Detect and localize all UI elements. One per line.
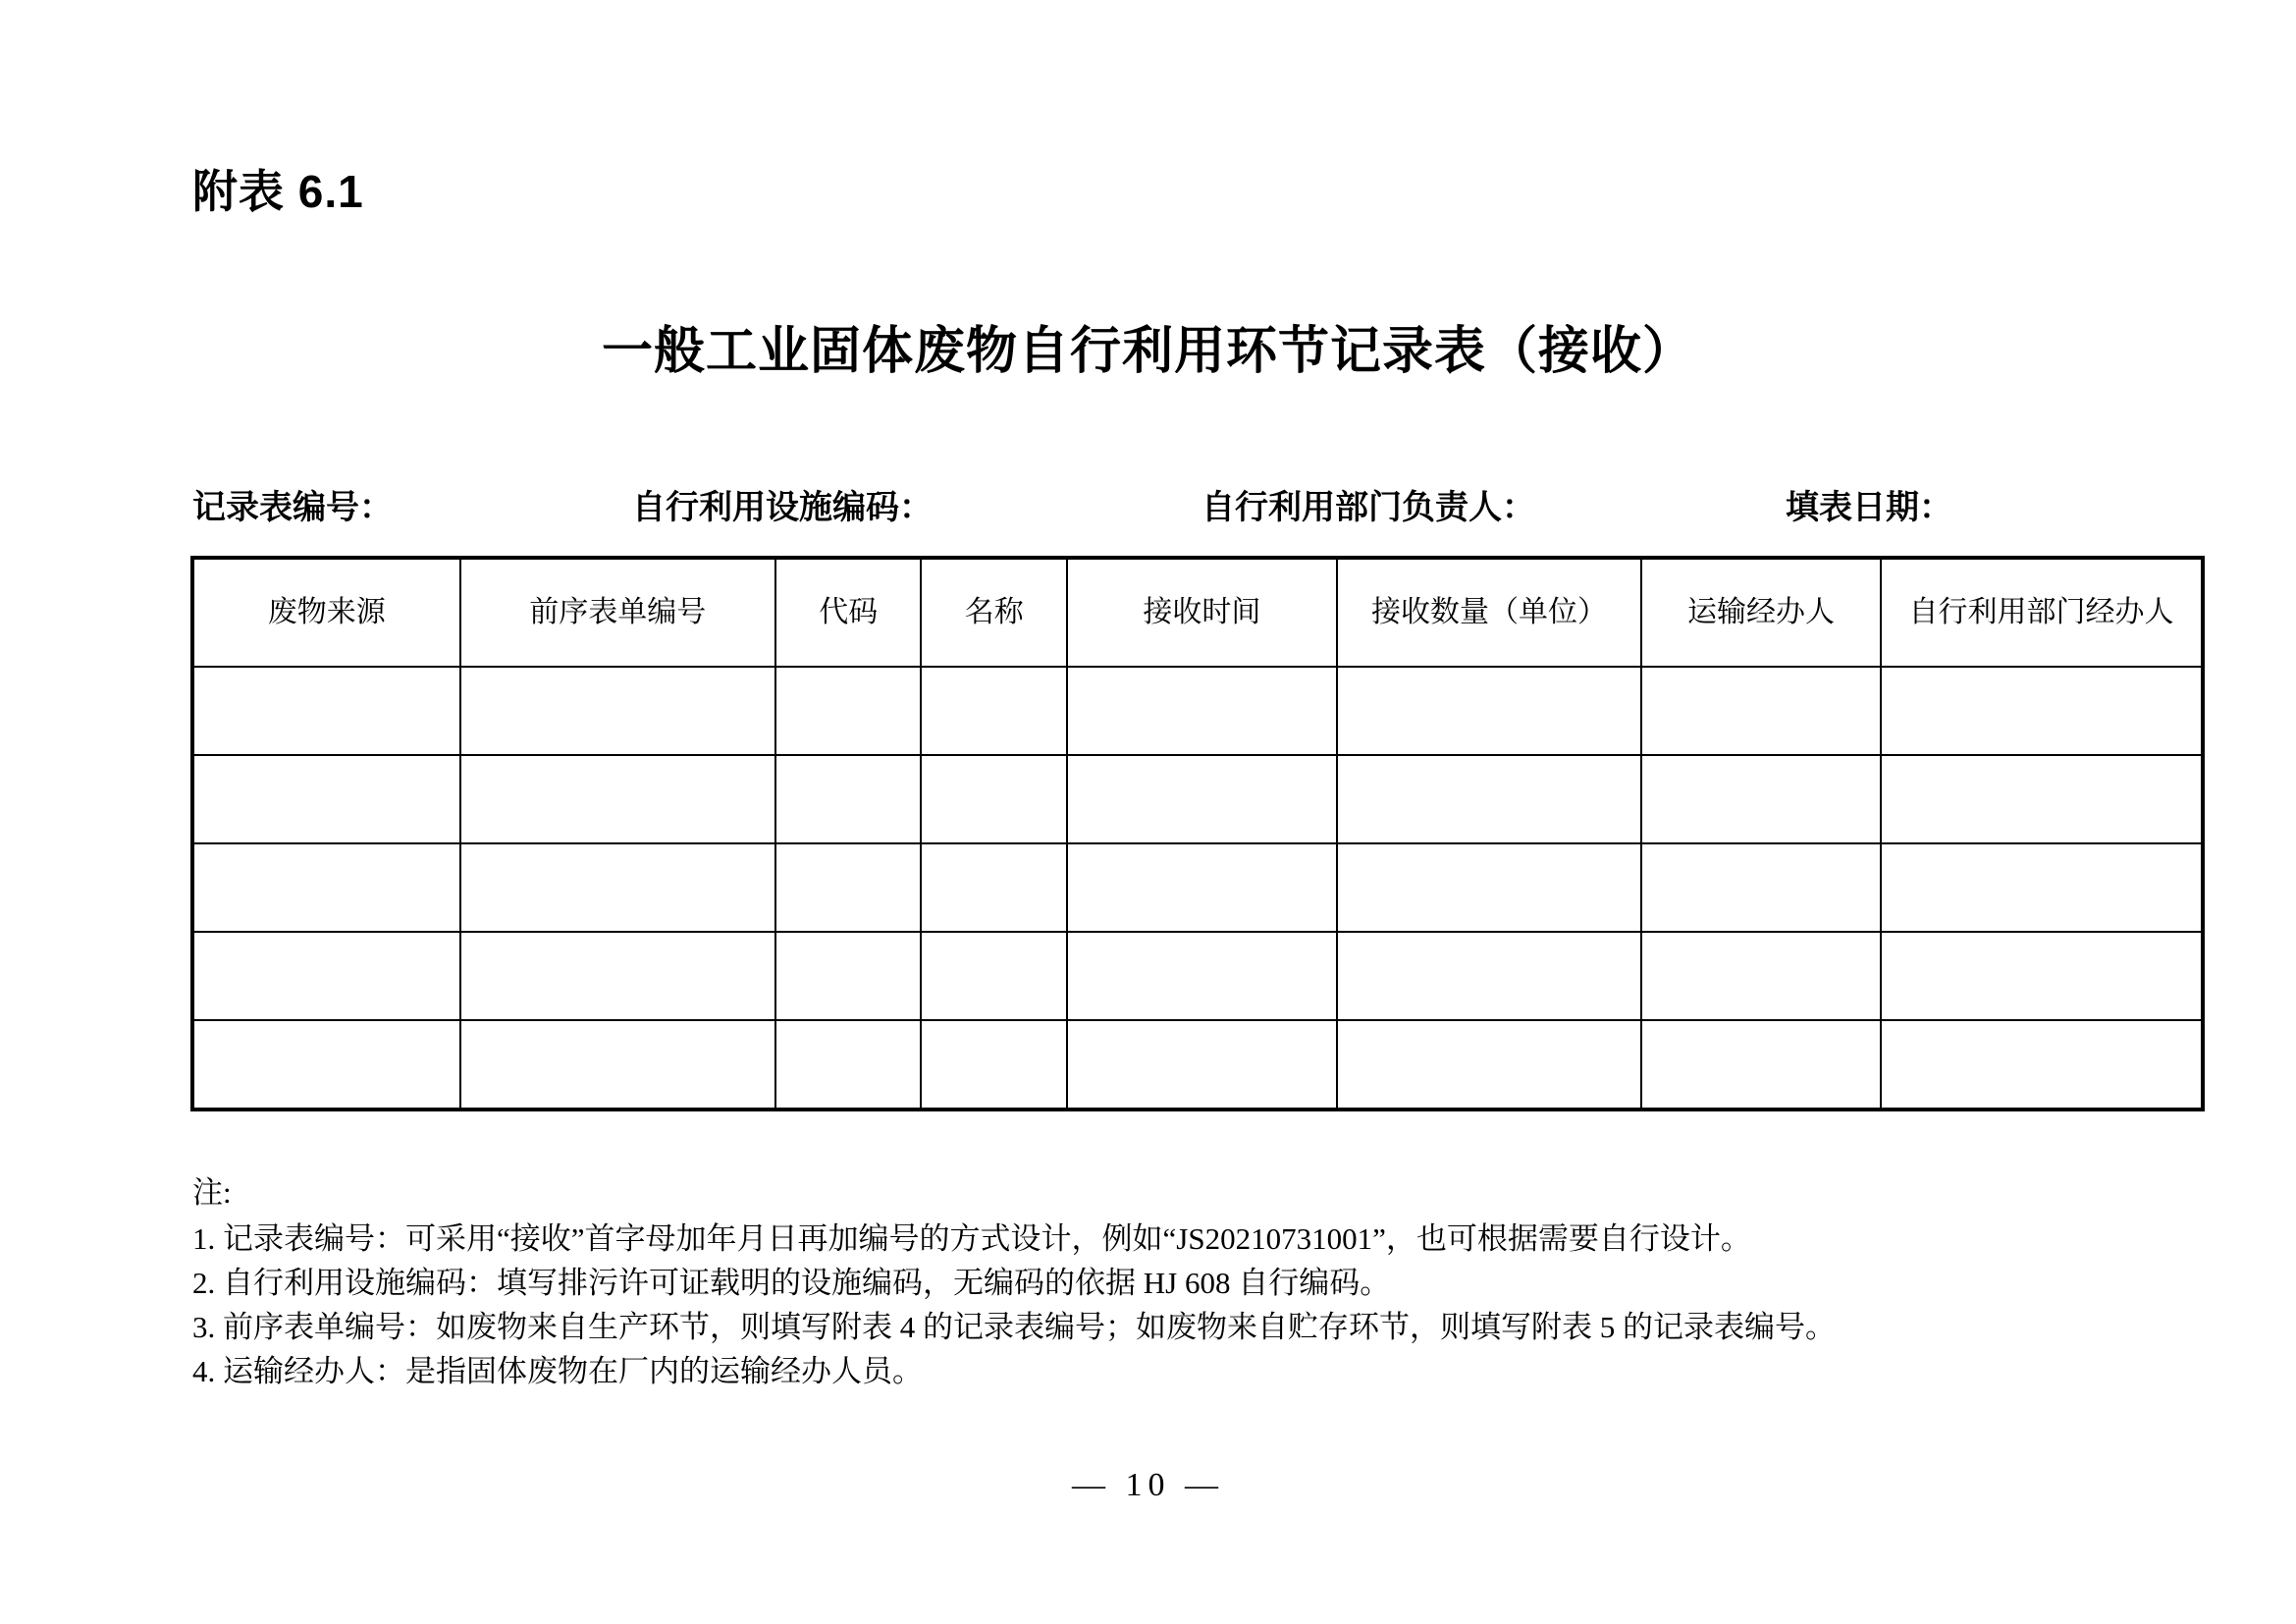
cell-dept-handler[interactable] [1881, 667, 2203, 755]
cell-receive-time[interactable] [1067, 755, 1337, 843]
note-item-3: 3. 前序表单编号：如废物来自生产环节，则填写附表 4 的记录表编号；如废物来自贮存环节，则填写附表 5 的记录表编号。 [192, 1310, 1836, 1344]
cell-code[interactable] [775, 843, 922, 932]
cell-receive-quantity[interactable] [1337, 843, 1641, 932]
col-header-transport-handler: 运输经办人 [1641, 558, 1881, 667]
page-title: 一般工业固体废物自行利用环节记录表（接收） [601, 323, 1694, 380]
cell-prev-form-number[interactable] [460, 755, 775, 843]
col-header-code: 代码 [775, 558, 922, 667]
note-item-4: 4. 运输经办人：是指固体废物在厂内的运输经办人员。 [192, 1354, 923, 1388]
table-body [192, 667, 2203, 1110]
cell-transport-handler[interactable] [1641, 1020, 1881, 1110]
cell-receive-time[interactable] [1067, 1020, 1337, 1110]
col-header-receive-time: 接收时间 [1067, 558, 1337, 667]
cell-prev-form-number[interactable] [460, 932, 775, 1020]
notes-heading: 注: [192, 1175, 232, 1210]
table-row [192, 755, 2203, 843]
cell-dept-handler[interactable] [1881, 932, 2203, 1020]
table-row [192, 843, 2203, 932]
cell-receive-time[interactable] [1067, 932, 1337, 1020]
cell-receive-quantity[interactable] [1337, 932, 1641, 1020]
cell-receive-time[interactable] [1067, 667, 1337, 755]
table-row [192, 667, 2203, 755]
cell-waste-source[interactable] [192, 667, 460, 755]
meta-field-department-head: 自行利用部门负责人： [1201, 490, 1535, 526]
col-header-receive-quantity: 接收数量（单位） [1337, 558, 1641, 667]
cell-transport-handler[interactable] [1641, 667, 1881, 755]
cell-waste-source[interactable] [192, 932, 460, 1020]
cell-dept-handler[interactable] [1881, 1020, 2203, 1110]
cell-dept-handler[interactable] [1881, 755, 2203, 843]
cell-code[interactable] [775, 932, 922, 1020]
cell-transport-handler[interactable] [1641, 755, 1881, 843]
table-header [192, 558, 2203, 667]
table-row [192, 1020, 2203, 1110]
cell-waste-source[interactable] [192, 843, 460, 932]
cell-waste-source[interactable] [192, 1020, 460, 1110]
form-meta-row [192, 485, 2116, 532]
table-header-row [192, 558, 2203, 667]
meta-field-fill-date: 填表日期： [1786, 490, 1952, 526]
attachment-label: 附表 6.1 [192, 166, 364, 217]
meta-field-record-number: 记录表编号： [192, 490, 393, 526]
cell-name[interactable] [921, 932, 1067, 1020]
cell-waste-source[interactable] [192, 755, 460, 843]
cell-prev-form-number[interactable] [460, 667, 775, 755]
cell-receive-time[interactable] [1067, 843, 1337, 932]
cell-transport-handler[interactable] [1641, 843, 1881, 932]
cell-transport-handler[interactable] [1641, 932, 1881, 1020]
col-header-dept-handler: 自行利用部门经办人 [1881, 558, 2203, 667]
waste-receipt-table [190, 556, 2205, 1111]
notes-section [192, 1170, 2215, 1393]
cell-receive-quantity[interactable] [1337, 1020, 1641, 1110]
col-header-waste-source: 废物来源 [192, 558, 460, 667]
col-header-prev-form-number: 前序表单编号 [460, 558, 775, 667]
col-header-name: 名称 [921, 558, 1067, 667]
page-number: — 10 — [1072, 1467, 1224, 1503]
cell-name[interactable] [921, 755, 1067, 843]
cell-code[interactable] [775, 755, 922, 843]
cell-receive-quantity[interactable] [1337, 667, 1641, 755]
cell-prev-form-number[interactable] [460, 1020, 775, 1110]
cell-name[interactable] [921, 667, 1067, 755]
cell-prev-form-number[interactable] [460, 843, 775, 932]
note-item-2: 2. 自行利用设施编码：填写排污许可证载明的设施编码，无编码的依据 HJ 608 自行编码。 [192, 1266, 1391, 1300]
cell-name[interactable] [921, 843, 1067, 932]
cell-code[interactable] [775, 667, 922, 755]
cell-name[interactable] [921, 1020, 1067, 1110]
note-item-1: 1. 记录表编号：可采用“接收”首字母加年月日再加编号的方式设计，例如“JS20210731001”，也可根据需要自行设计。 [192, 1221, 1751, 1256]
meta-field-facility-code: 自行利用设施编码： [632, 490, 933, 526]
cell-dept-handler[interactable] [1881, 843, 2203, 932]
table-row [192, 932, 2203, 1020]
cell-code[interactable] [775, 1020, 922, 1110]
cell-receive-quantity[interactable] [1337, 755, 1641, 843]
